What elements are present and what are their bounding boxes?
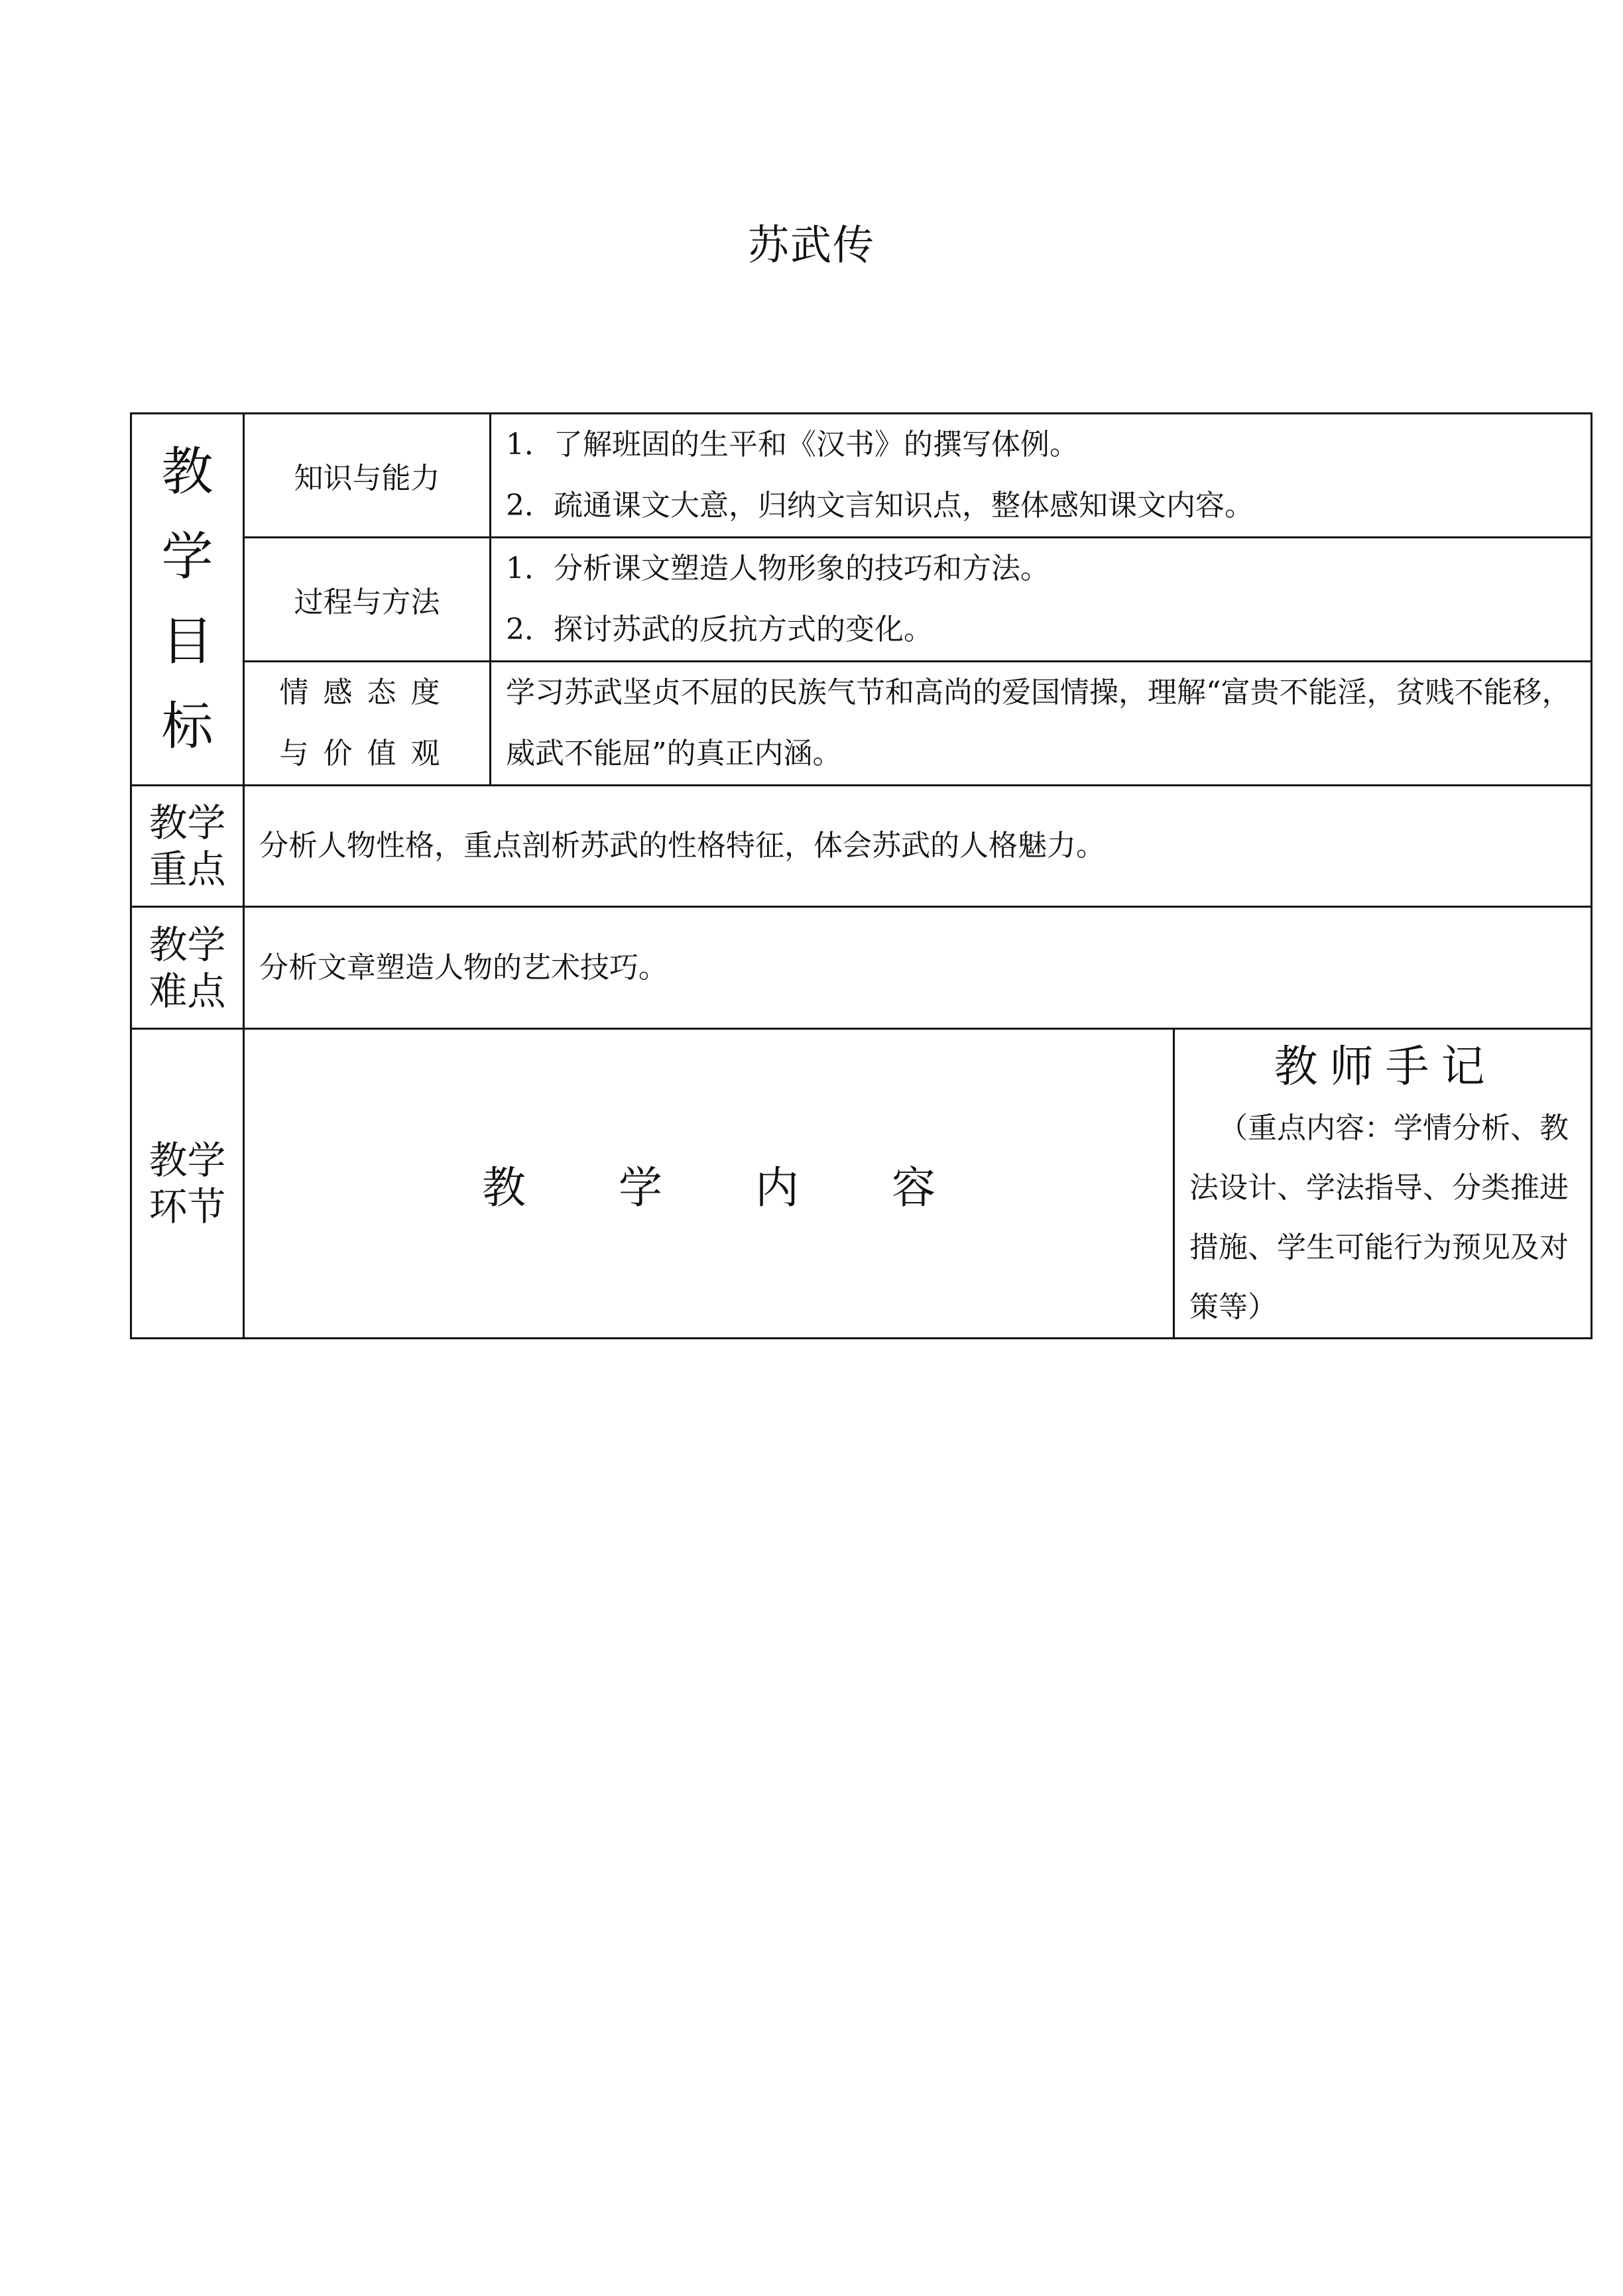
- header-line: 重点: [149, 847, 226, 892]
- objective-row-process: [131, 538, 1592, 662]
- difficulties-text: 分析文章塑造人物的艺术技巧。: [244, 907, 1592, 1029]
- objectives-header-char: 教: [161, 442, 213, 502]
- objectives-header-char: 目: [161, 612, 213, 672]
- objective-label-line: 情感态度: [279, 676, 455, 709]
- objective-line: 2．疏通课文大意，归纳文言知识点，整体感知课文内容。: [506, 489, 1254, 522]
- process-row: [131, 1029, 1592, 1339]
- header-line: 难点: [149, 968, 226, 1014]
- objective-line: 2．探讨苏武的反抗方式的变化。: [506, 613, 933, 646]
- document-title: 苏武传: [747, 221, 875, 269]
- header-line: 教学: [149, 1138, 226, 1183]
- teacher-notes-title: 教师手记: [1274, 1041, 1497, 1092]
- objective-row-values: [131, 662, 1592, 786]
- teacher-notes: [1174, 1029, 1592, 1339]
- objective-line: 1．了解班固的生平和《汉书》的撰写体例。: [506, 428, 1079, 461]
- objective-content-knowledge: [491, 414, 1592, 538]
- key-points-text: 分析人物性格，重点剖析苏武的性格特征，体会苏武的人格魅力。: [244, 786, 1592, 907]
- key-points-header: [131, 786, 244, 907]
- difficulties-row: [131, 907, 1592, 1029]
- lesson-plan-table: [130, 412, 1593, 1339]
- teacher-notes-text: （重点内容：学情分析、教法设计、学法指导、分类推进措施、学生可能行为预见及对策等）: [1189, 1111, 1569, 1324]
- header-line: 教学: [149, 922, 226, 967]
- header-line: 教学: [149, 800, 226, 845]
- objective-label-line: 与价值观: [279, 737, 455, 770]
- header-line: 环节: [149, 1184, 226, 1229]
- objective-label-process: 过程与方法: [244, 538, 491, 662]
- difficulties-header: [131, 907, 244, 1029]
- objective-label-values: [244, 662, 491, 786]
- objectives-header-char: 学: [161, 527, 213, 587]
- objective-content-values: 学习苏武坚贞不屈的民族气节和高尚的爱国情操，理解“富贵不能淫，贫贱不能移，威武不能屈”的真正内涵。: [491, 662, 1592, 786]
- objective-label-knowledge: 知识与能力: [244, 414, 491, 538]
- process-header: [131, 1029, 244, 1339]
- objective-content-process: [491, 538, 1592, 662]
- objective-line: 1．分析课文塑造人物形象的技巧和方法。: [506, 552, 1050, 585]
- objectives-header: [131, 414, 244, 786]
- key-points-row: [131, 786, 1592, 907]
- objective-row-knowledge: [131, 414, 1592, 538]
- teaching-content-label: 教学内容: [244, 1029, 1174, 1339]
- objectives-header-char: 标: [161, 697, 213, 756]
